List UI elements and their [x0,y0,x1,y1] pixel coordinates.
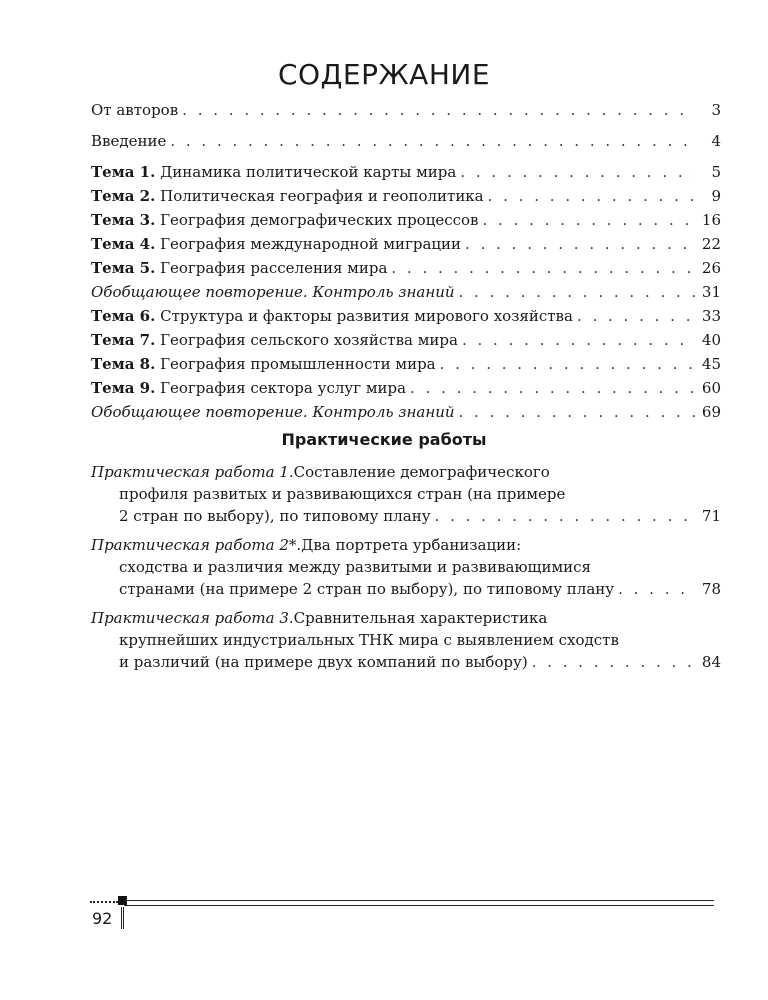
toc-entry-text: Обобщающее повторение. Контроль знаний [91,403,455,421]
toc-entry-text: Тема 2. Политическая география и геополитика [91,187,484,205]
toc-page-number: 60 [701,379,721,397]
toc-entry-text: Тема 4. География международной миграции [91,235,462,253]
toc-page-number: 22 [701,235,721,253]
practical-work-label: Практическая работа 2*. [91,536,302,554]
toc-leader-dots [577,304,695,328]
toc-entry-review-1[interactable] [91,280,721,304]
toc-entry-topic-8[interactable] [91,352,721,376]
toc-entry-introduction[interactable] [91,129,721,153]
toc-leader-dots [391,256,695,280]
practical-work-line: и различий (на примере двух компаний по выбору) . . . 84 [91,651,721,673]
toc-entry-topic-4[interactable] [91,232,721,256]
footer-square-ornament [118,896,127,905]
toc-leader-dots [488,184,695,208]
toc-leader-dots [618,578,695,600]
toc-page-number: 26 [701,259,721,277]
practical-work-label: Практическая работа 3. [91,609,294,627]
toc-entry-topic-9[interactable] [91,376,721,400]
toc-entry-authors[interactable] [91,98,721,122]
toc-leader-dots [462,328,695,352]
toc-leader-dots [465,232,695,256]
toc-entry-text: От авторов [91,101,179,119]
toc-leader-dots [459,400,695,424]
footer-rule-double-line [124,900,714,906]
toc-page-number: 33 [701,307,721,325]
toc-leader-dots [170,129,695,153]
toc-leader-dots [182,98,695,122]
practical-works-list [91,461,721,680]
toc-entry-text: Тема 8. География промышленности мира [91,355,436,373]
footer-rule-dotted [90,901,118,903]
toc-entry-text: Тема 1. Динамика политической карты мира [91,163,457,181]
practical-work-2[interactable] [91,534,721,600]
toc-entry-topic-1[interactable] [91,160,721,184]
practical-work-line: профиля развитых и развивающихся стран (на примере [119,485,566,503]
toc-page-number: 4 [711,132,721,150]
toc-entry-text: Тема 3. География демографических процессов [91,211,479,229]
toc-leader-dots [460,160,695,184]
footer-rule [90,899,714,907]
practical-work-line: странами (на примере 2 стран по выбору), по типовому плану . . . 78 [91,578,721,600]
toc-page-number: 9 [711,187,721,205]
page-title: СОДЕРЖАНИЕ [277,58,491,91]
toc-page-number: 31 [701,283,721,301]
toc-entry-topic-7[interactable] [91,328,721,352]
toc-leader-dots [410,376,695,400]
practical-work-label: Практическая работа 1. [91,463,294,481]
page-number: 92 [92,909,113,928]
toc-page-number: 45 [701,355,721,373]
toc-page-number: 69 [701,403,721,421]
toc-leader-dots [483,208,695,232]
toc-page-number: 40 [701,331,721,349]
practical-work-3[interactable] [91,607,721,673]
toc-entry-text: Тема 7. География сельского хозяйства мира [91,331,458,349]
toc-entry-text: Введение [91,132,167,150]
practical-work-1[interactable] [91,461,721,527]
practical-work-line: Практическая работа 1. Составление демографического [91,463,550,481]
toc-entry-topic-5[interactable] [91,256,721,280]
practical-work-line: крупнейших индустриальных ТНК мира с выявлением сходств [119,631,619,649]
practical-work-line: сходства и различия между развитыми и развивающимися [119,558,592,576]
toc-leader-dots [532,651,695,673]
toc-entry-topic-2[interactable] [91,184,721,208]
toc-entry-review-2[interactable] [91,400,721,424]
toc-page-number: 78 [701,580,721,598]
toc-entry-topic-3[interactable] [91,208,721,232]
toc-entry-text: Тема 9. География сектора услуг мира [91,379,407,397]
practical-work-line: 2 стран по выбору), по типовому плану . . . 71 [91,505,721,527]
toc-entry-text: Тема 5. География расселения мира [91,259,388,277]
toc-entry-text: Тема 6. Структура и факторы развития мирового хозяйства [91,307,573,325]
toc-entry-text: Обобщающее повторение. Контроль знаний [91,283,455,301]
toc-leader-dots [435,505,695,527]
toc-page-number: 3 [711,101,721,119]
toc-leader-dots [440,352,695,376]
toc-leader-dots [459,280,695,304]
practical-work-line: Практическая работа 2*. Два портрета урбанизации: [91,536,522,554]
toc-page-number: 5 [711,163,721,181]
toc-entry-topic-6[interactable] [91,304,721,328]
footer-vertical-bar [121,907,124,929]
practical-work-line: Практическая работа 3. Сравнительная характеристика [91,609,548,627]
toc-page-number: 71 [701,507,721,525]
toc-page-number: 84 [701,653,721,671]
toc-page-number: 16 [701,211,721,229]
toc-list [91,98,721,424]
practical-works-heading: Практические работы [281,430,487,449]
